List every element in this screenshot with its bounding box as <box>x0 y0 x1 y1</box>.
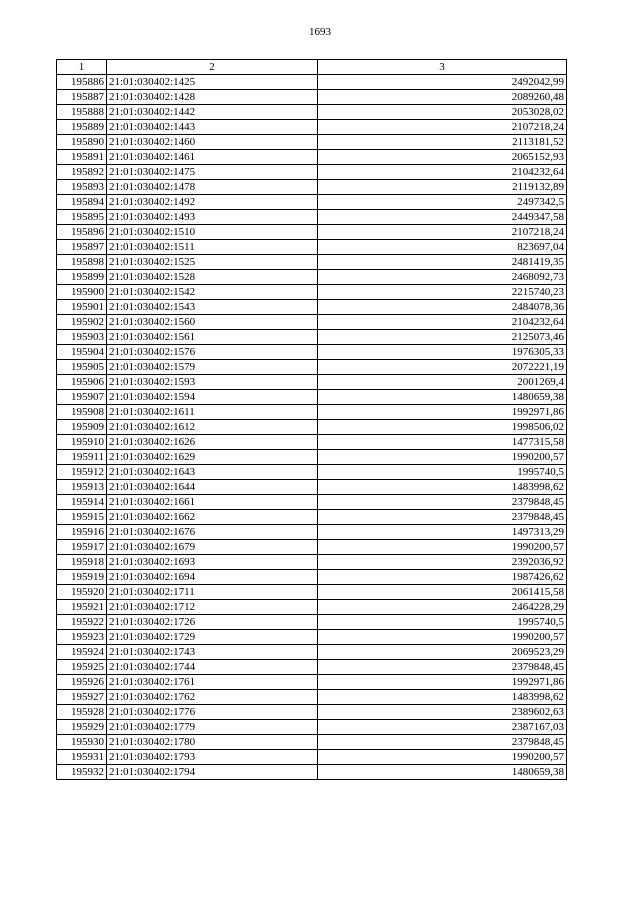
table-row <box>57 105 567 120</box>
cadastral-value: 2107218,24 <box>318 120 567 135</box>
cadastral-value: 1992971,86 <box>318 675 567 690</box>
table-row <box>57 405 567 420</box>
row-number: 195904 <box>57 345 107 360</box>
cadastral-value: 2497342,5 <box>318 195 567 210</box>
cadastral-value: 2061415,58 <box>318 585 567 600</box>
cadastral-value: 2104232,64 <box>318 165 567 180</box>
table-row <box>57 720 567 735</box>
cadastral-value: 2379848,45 <box>318 495 567 510</box>
cadastral-number: 21:01:030402:1762 <box>107 690 318 705</box>
row-number: 195901 <box>57 300 107 315</box>
cadastral-number: 21:01:030402:1744 <box>107 660 318 675</box>
cadastral-value: 1477315,58 <box>318 435 567 450</box>
row-number: 195929 <box>57 720 107 735</box>
cadastral-number: 21:01:030402:1579 <box>107 360 318 375</box>
cadastral-number: 21:01:030402:1711 <box>107 585 318 600</box>
table-row <box>57 75 567 90</box>
cadastral-number: 21:01:030402:1542 <box>107 285 318 300</box>
cadastral-value: 2449347,58 <box>318 210 567 225</box>
table-row <box>57 525 567 540</box>
row-number: 195931 <box>57 750 107 765</box>
row-number: 195892 <box>57 165 107 180</box>
row-number: 195919 <box>57 570 107 585</box>
table-row <box>57 630 567 645</box>
cadastral-number: 21:01:030402:1611 <box>107 405 318 420</box>
row-number: 195908 <box>57 405 107 420</box>
cadastral-value: 2113181,52 <box>318 135 567 150</box>
table-row <box>57 735 567 750</box>
cadastral-number: 21:01:030402:1528 <box>107 270 318 285</box>
table-row <box>57 240 567 255</box>
table-row <box>57 465 567 480</box>
table-row <box>57 555 567 570</box>
cadastral-value: 2107218,24 <box>318 225 567 240</box>
cadastral-number: 21:01:030402:1779 <box>107 720 318 735</box>
row-number: 195897 <box>57 240 107 255</box>
cadastral-value: 2053028,02 <box>318 105 567 120</box>
cadastral-number: 21:01:030402:1442 <box>107 105 318 120</box>
row-number: 195893 <box>57 180 107 195</box>
table-row <box>57 435 567 450</box>
cadastral-value: 1976305,33 <box>318 345 567 360</box>
cadastral-value: 823697,04 <box>318 240 567 255</box>
row-number: 195903 <box>57 330 107 345</box>
cadastral-value: 2215740,23 <box>318 285 567 300</box>
row-number: 195916 <box>57 525 107 540</box>
row-number: 195911 <box>57 450 107 465</box>
row-number: 195924 <box>57 645 107 660</box>
table-row <box>57 135 567 150</box>
cadastral-value: 1483998,62 <box>318 480 567 495</box>
row-number: 195899 <box>57 270 107 285</box>
table-row <box>57 570 567 585</box>
cadastral-value: 1990200,57 <box>318 630 567 645</box>
table-row <box>57 510 567 525</box>
cadastral-number: 21:01:030402:1662 <box>107 510 318 525</box>
table-row <box>57 210 567 225</box>
cadastral-value: 1990200,57 <box>318 540 567 555</box>
cadastral-number: 21:01:030402:1561 <box>107 330 318 345</box>
header-row <box>57 60 567 75</box>
row-number: 195909 <box>57 420 107 435</box>
cadastral-number: 21:01:030402:1644 <box>107 480 318 495</box>
table-row <box>57 315 567 330</box>
cadastral-number: 21:01:030402:1676 <box>107 525 318 540</box>
row-number: 195902 <box>57 315 107 330</box>
cadastral-value: 1995740,5 <box>318 615 567 630</box>
row-number: 195923 <box>57 630 107 645</box>
table-row <box>57 750 567 765</box>
table-row <box>57 150 567 165</box>
cadastral-number: 21:01:030402:1629 <box>107 450 318 465</box>
cadastral-value: 2379848,45 <box>318 660 567 675</box>
cadastral-number: 21:01:030402:1493 <box>107 210 318 225</box>
table-row <box>57 600 567 615</box>
cadastral-value: 2069523,29 <box>318 645 567 660</box>
cadastral-number: 21:01:030402:1776 <box>107 705 318 720</box>
data-table <box>56 59 567 780</box>
table-row <box>57 495 567 510</box>
row-number: 195895 <box>57 210 107 225</box>
cadastral-number: 21:01:030402:1643 <box>107 465 318 480</box>
row-number: 195921 <box>57 600 107 615</box>
row-number: 195886 <box>57 75 107 90</box>
row-number: 195912 <box>57 465 107 480</box>
table-row <box>57 255 567 270</box>
cadastral-value: 2392036,92 <box>318 555 567 570</box>
table-row <box>57 705 567 720</box>
row-number: 195920 <box>57 585 107 600</box>
table-row <box>57 345 567 360</box>
cadastral-value: 2125073,46 <box>318 330 567 345</box>
cadastral-number: 21:01:030402:1726 <box>107 615 318 630</box>
cadastral-number: 21:01:030402:1743 <box>107 645 318 660</box>
cadastral-number: 21:01:030402:1793 <box>107 750 318 765</box>
row-number: 195918 <box>57 555 107 570</box>
cadastral-number: 21:01:030402:1425 <box>107 75 318 90</box>
cadastral-number: 21:01:030402:1729 <box>107 630 318 645</box>
cadastral-number: 21:01:030402:1593 <box>107 375 318 390</box>
cadastral-number: 21:01:030402:1560 <box>107 315 318 330</box>
cadastral-number: 21:01:030402:1428 <box>107 90 318 105</box>
cadastral-number: 21:01:030402:1612 <box>107 420 318 435</box>
table-row <box>57 90 567 105</box>
cadastral-value: 2492042,99 <box>318 75 567 90</box>
row-number: 195898 <box>57 255 107 270</box>
cadastral-number: 21:01:030402:1525 <box>107 255 318 270</box>
cadastral-value: 2389602,63 <box>318 705 567 720</box>
cadastral-number: 21:01:030402:1794 <box>107 765 318 780</box>
cadastral-value: 2104232,64 <box>318 315 567 330</box>
cadastral-value: 2464228,29 <box>318 600 567 615</box>
cadastral-number: 21:01:030402:1511 <box>107 240 318 255</box>
cadastral-number: 21:01:030402:1626 <box>107 435 318 450</box>
cadastral-number: 21:01:030402:1460 <box>107 135 318 150</box>
table-row <box>57 450 567 465</box>
row-number: 195888 <box>57 105 107 120</box>
cadastral-value: 1992971,86 <box>318 405 567 420</box>
table-row <box>57 225 567 240</box>
cadastral-value: 1483998,62 <box>318 690 567 705</box>
cadastral-number: 21:01:030402:1478 <box>107 180 318 195</box>
cadastral-number: 21:01:030402:1510 <box>107 225 318 240</box>
cadastral-number: 21:01:030402:1780 <box>107 735 318 750</box>
row-number: 195928 <box>57 705 107 720</box>
table-row <box>57 195 567 210</box>
cadastral-number: 21:01:030402:1761 <box>107 675 318 690</box>
cadastral-value: 2001269,4 <box>318 375 567 390</box>
table-row <box>57 765 567 780</box>
cadastral-value: 2481419,35 <box>318 255 567 270</box>
table-row <box>57 285 567 300</box>
row-number: 195915 <box>57 510 107 525</box>
table-row <box>57 480 567 495</box>
table-row <box>57 690 567 705</box>
cadastral-value: 2089260,48 <box>318 90 567 105</box>
cadastral-value: 2387167,03 <box>318 720 567 735</box>
row-number: 195917 <box>57 540 107 555</box>
table-row <box>57 390 567 405</box>
table-row <box>57 645 567 660</box>
cadastral-number: 21:01:030402:1594 <box>107 390 318 405</box>
cadastral-value: 1998506,02 <box>318 420 567 435</box>
table-row <box>57 585 567 600</box>
cadastral-number: 21:01:030402:1712 <box>107 600 318 615</box>
row-number: 195922 <box>57 615 107 630</box>
cadastral-number: 21:01:030402:1461 <box>107 150 318 165</box>
row-number: 195914 <box>57 495 107 510</box>
cadastral-value: 2379848,45 <box>318 735 567 750</box>
row-number: 195896 <box>57 225 107 240</box>
column-header-3: 3 <box>318 60 567 75</box>
row-number: 195889 <box>57 120 107 135</box>
row-number: 195927 <box>57 690 107 705</box>
cadastral-value: 2065152,93 <box>318 150 567 165</box>
table-row <box>57 675 567 690</box>
cadastral-number: 21:01:030402:1694 <box>107 570 318 585</box>
cadastral-value: 2379848,45 <box>318 510 567 525</box>
cadastral-value: 2484078,36 <box>318 300 567 315</box>
cadastral-value: 1480659,38 <box>318 765 567 780</box>
column-header-1: 1 <box>57 60 107 75</box>
cadastral-value: 1995740,5 <box>318 465 567 480</box>
row-number: 195894 <box>57 195 107 210</box>
table-body <box>57 75 567 780</box>
table-row <box>57 165 567 180</box>
cadastral-value: 2119132,89 <box>318 180 567 195</box>
cadastral-number: 21:01:030402:1492 <box>107 195 318 210</box>
cadastral-number: 21:01:030402:1443 <box>107 120 318 135</box>
row-number: 195887 <box>57 90 107 105</box>
cadastral-number: 21:01:030402:1693 <box>107 555 318 570</box>
table-row <box>57 420 567 435</box>
cadastral-number: 21:01:030402:1679 <box>107 540 318 555</box>
cadastral-number: 21:01:030402:1475 <box>107 165 318 180</box>
cadastral-value: 2468092,73 <box>318 270 567 285</box>
row-number: 195900 <box>57 285 107 300</box>
cadastral-value: 2072221,19 <box>318 360 567 375</box>
cadastral-value: 1480659,38 <box>318 390 567 405</box>
row-number: 195926 <box>57 675 107 690</box>
cadastral-value: 1497313,29 <box>318 525 567 540</box>
table-row <box>57 360 567 375</box>
row-number: 195891 <box>57 150 107 165</box>
table-row <box>57 660 567 675</box>
page-number: 1693 <box>309 26 331 38</box>
cadastral-value: 1990200,57 <box>318 750 567 765</box>
cadastral-value: 1987426,62 <box>318 570 567 585</box>
cadastral-number: 21:01:030402:1576 <box>107 345 318 360</box>
row-number: 195906 <box>57 375 107 390</box>
cadastral-number: 21:01:030402:1661 <box>107 495 318 510</box>
table-row <box>57 330 567 345</box>
cadastral-number: 21:01:030402:1543 <box>107 300 318 315</box>
table-row <box>57 540 567 555</box>
column-header-2: 2 <box>107 60 318 75</box>
table-row <box>57 615 567 630</box>
cadastral-value: 1990200,57 <box>318 450 567 465</box>
table-row <box>57 120 567 135</box>
row-number: 195890 <box>57 135 107 150</box>
row-number: 195930 <box>57 735 107 750</box>
table-row <box>57 300 567 315</box>
row-number: 195905 <box>57 360 107 375</box>
table-row <box>57 180 567 195</box>
row-number: 195932 <box>57 765 107 780</box>
table-row <box>57 270 567 285</box>
row-number: 195907 <box>57 390 107 405</box>
row-number: 195913 <box>57 480 107 495</box>
row-number: 195910 <box>57 435 107 450</box>
row-number: 195925 <box>57 660 107 675</box>
table-row <box>57 375 567 390</box>
